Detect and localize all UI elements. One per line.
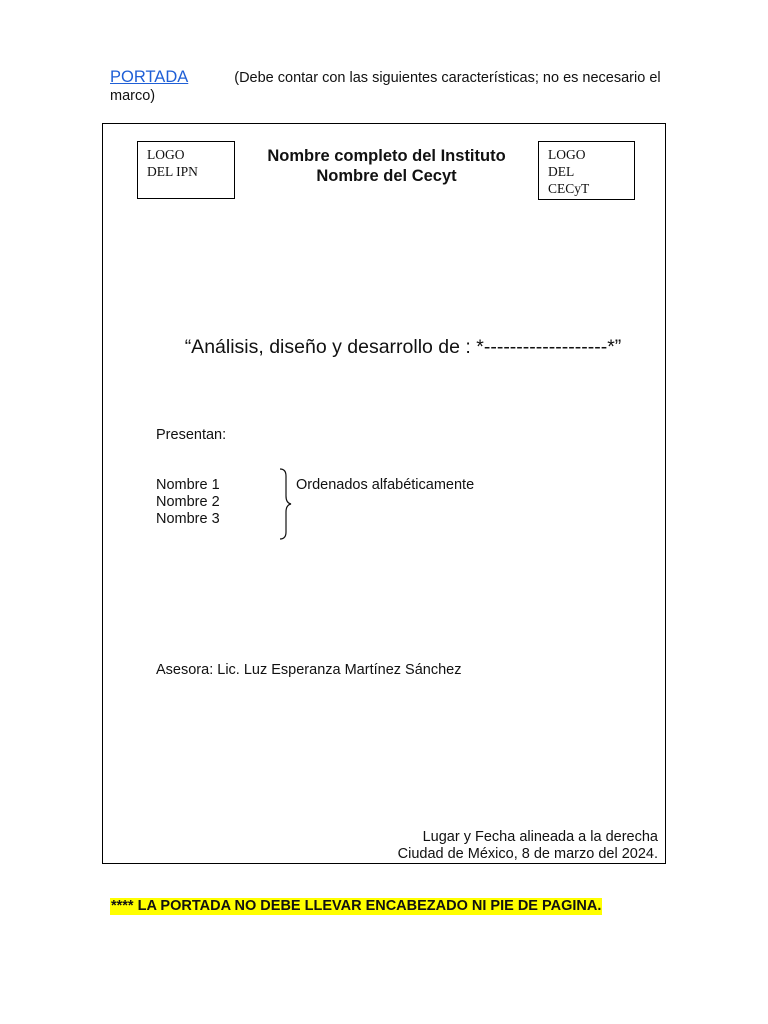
logo-cecyt-line-2: DEL <box>548 164 575 179</box>
cover-frame <box>102 123 666 864</box>
curly-brace-icon <box>277 468 293 540</box>
place-date-label: Lugar y Fecha alineada a la derecha <box>422 829 658 845</box>
logo-cecyt-box <box>538 141 635 200</box>
presentan-label: Presentan: <box>156 427 227 443</box>
advisor-line: Asesora: Lic. Luz Esperanza Martínez Sánchez <box>156 662 462 678</box>
logo-cecyt-line-3: CECyT <box>548 181 590 196</box>
portada-link[interactable]: PORTADA <box>110 68 189 86</box>
names-list <box>156 477 220 528</box>
intro-text: (Debe contar con las siguientes características; no es necesario el marco) <box>110 70 661 104</box>
logo-cecyt-line-1: LOGO <box>548 147 586 162</box>
place-date-value: Ciudad de México, 8 de marzo del 2024. <box>397 846 658 862</box>
ordered-note: Ordenados alfabéticamente <box>296 477 475 493</box>
warning-note: **** LA PORTADA NO DEBE LLEVAR ENCABEZADO NI PIE DE PAGINA. <box>111 898 602 914</box>
project-title: “Análisis, diseño y desarrollo de : *-------------------*” <box>184 336 622 358</box>
institute-name: Nombre completo del Instituto <box>267 147 506 165</box>
logo-ipn-line-1: LOGO <box>147 147 185 162</box>
list-item: Nombre 3 <box>156 511 220 527</box>
logo-ipn-line-2: DEL IPN <box>147 164 198 179</box>
logo-ipn-box <box>137 141 235 199</box>
list-item: Nombre 2 <box>156 494 220 510</box>
cecyt-name: Nombre del Cecyt <box>316 167 457 185</box>
list-item: Nombre 1 <box>156 477 220 493</box>
intro-paragraph <box>110 68 670 105</box>
institute-heading <box>243 146 530 186</box>
place-date-block <box>398 829 658 863</box>
